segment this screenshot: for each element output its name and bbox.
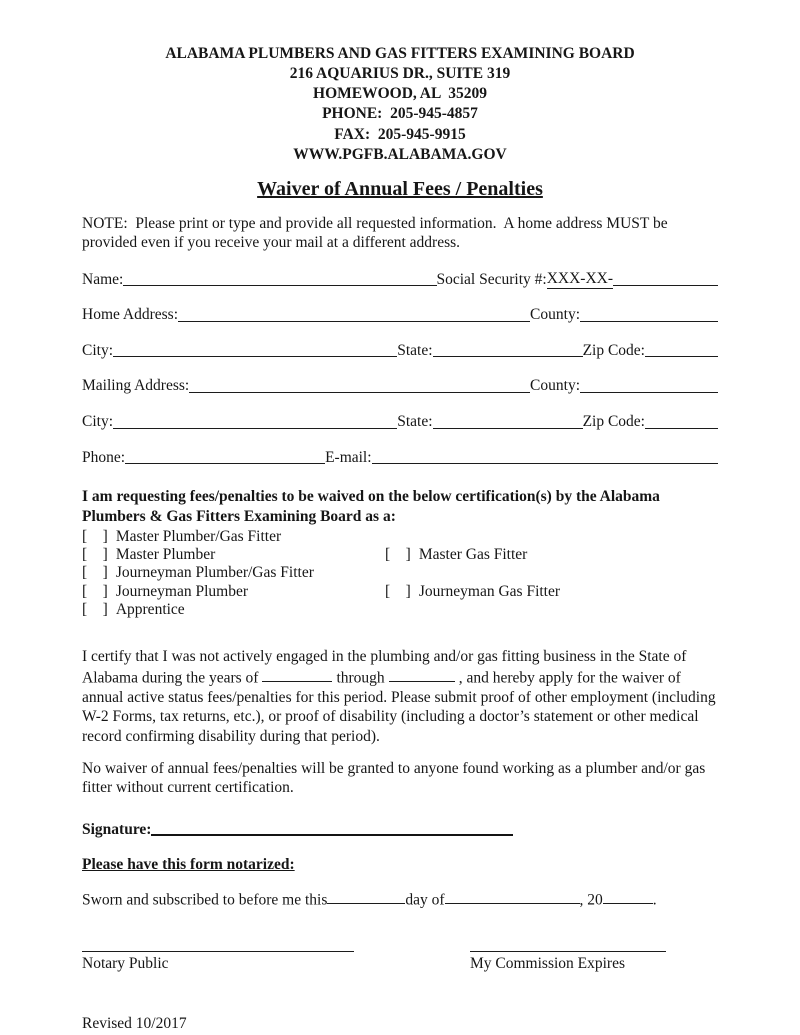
sworn-text-2: day of <box>405 891 445 909</box>
org-address-line1: 216 AQUARIUS DR., SUITE 319 <box>289 65 511 83</box>
certify-text-1: I certify that I was not actively engaged in the plumbing and/or gas fitting business in the State of Alabama during the years of <box>82 648 687 687</box>
home-state-label: State: <box>397 341 433 359</box>
cert-row-5 <box>82 601 718 619</box>
commission-expires-block <box>470 950 666 973</box>
home-address-label: Home Address: <box>82 306 179 324</box>
notary-public-signature-line[interactable] <box>82 950 354 952</box>
home-city-label: City: <box>82 341 114 359</box>
notary-public-block <box>82 950 354 973</box>
years-from-blank[interactable] <box>262 667 332 683</box>
commission-expires-label: My Commission Expires <box>470 954 626 972</box>
checkbox-journeyman-plumber[interactable]: [ ] <box>82 582 108 600</box>
checkbox-label-master-gas-fitter: Master Gas Fitter <box>418 546 528 564</box>
mailing-county-input-line[interactable] <box>580 391 718 393</box>
sworn-text-3: , 20 <box>579 891 603 909</box>
sworn-month-blank[interactable] <box>445 889 580 905</box>
sworn-year-blank[interactable] <box>603 889 653 905</box>
mailing-state-input-line[interactable] <box>433 427 583 429</box>
email-label: E-mail: <box>325 448 372 466</box>
mailing-address-input-line[interactable] <box>189 391 530 393</box>
certify-paragraph <box>82 647 718 746</box>
name-row <box>82 270 718 290</box>
certification-intro: I am requesting fees/penalties to be waived on the below certification(s) by the Alabama Plumbers & Gas Fitters Examining Board as a: <box>82 488 660 525</box>
ssn-label: Social Security #: <box>436 270 547 288</box>
checkbox-label-journeyman-plumber-gas-fitter: Journeyman Plumber/Gas Fitter <box>115 564 314 582</box>
home-zip-input-line[interactable] <box>645 355 718 357</box>
form-title: Waiver of Annual Fees / Penalties <box>257 177 543 200</box>
checkbox-label-master-plumber-gas-fitter: Master Plumber/Gas Fitter <box>115 527 282 545</box>
org-fax: FAX: 205-945-9915 <box>334 125 466 143</box>
commission-expires-line[interactable] <box>470 950 666 952</box>
note-text: NOTE: Please print or type and provide all requested information. A home address MUST be provided even if you receive your mail at a different address. <box>82 214 672 252</box>
sworn-day-number-blank[interactable] <box>327 889 405 905</box>
checkbox-journeyman-plumber-gas-fitter[interactable]: [ ] <box>82 564 108 582</box>
mailing-zip-input-line[interactable] <box>645 427 718 429</box>
signature-row <box>82 821 718 839</box>
home-county-label: County: <box>530 306 580 324</box>
certification-list <box>82 528 718 619</box>
mailing-county-label: County: <box>530 377 580 395</box>
certify-text-3: , and hereby apply for the waiver of annual active status fees/penalties for this period. Please submit proof of other employment (including W-2 Forms, tax returns, etc.), or proof of disability (including a doctor’s statement or other medical record confirming disability during that period). <box>82 669 716 745</box>
mailing-address-label: Mailing Address: <box>82 377 190 395</box>
years-through-blank[interactable] <box>389 667 455 683</box>
sworn-text-1: Sworn and subscribed to before me this <box>82 891 328 909</box>
cert-row-4 <box>82 583 718 601</box>
phone-email-row <box>82 449 718 468</box>
letterhead <box>82 44 718 165</box>
notary-section <box>82 950 718 973</box>
mailing-city-input-line[interactable] <box>113 427 397 429</box>
org-website: WWW.PGFB.ALABAMA.GOV <box>293 145 507 163</box>
home-city-row <box>82 342 718 361</box>
signature-input-line[interactable] <box>151 833 513 836</box>
notarize-heading: Please have this form notarized: <box>82 855 295 873</box>
checkbox-apprentice[interactable]: [ ] <box>82 601 108 619</box>
home-city-input-line[interactable] <box>113 355 397 357</box>
checkbox-label-journeyman-gas-fitter: Journeyman Gas Fitter <box>418 582 561 600</box>
home-address-row <box>82 306 718 325</box>
checkbox-label-apprentice: Apprentice <box>115 601 185 619</box>
home-county-input-line[interactable] <box>580 320 718 322</box>
name-input-line[interactable] <box>123 284 436 286</box>
revision-note: Revised 10/2017 <box>82 1014 187 1032</box>
mailing-zip-label: Zip Code: <box>582 412 645 430</box>
mailing-address-row <box>82 377 718 396</box>
sworn-text-4: . <box>652 891 657 909</box>
checkbox-master-gas-fitter[interactable]: [ ] <box>385 546 411 564</box>
mailing-city-row <box>82 413 718 432</box>
cert-row-3 <box>82 564 718 582</box>
checkbox-label-master-plumber: Master Plumber <box>115 546 216 564</box>
phone-label: Phone: <box>82 448 126 466</box>
cert-row-1 <box>82 528 718 546</box>
org-phone: PHONE: 205-945-4857 <box>322 105 478 123</box>
ssn-prefix: XXX-XX- <box>547 270 613 290</box>
home-zip-label: Zip Code: <box>582 341 645 359</box>
mailing-state-label: State: <box>397 412 433 430</box>
sworn-line <box>82 889 718 910</box>
name-label: Name: <box>82 270 124 288</box>
checkbox-master-plumber-gas-fitter[interactable]: [ ] <box>82 527 108 545</box>
home-state-input-line[interactable] <box>433 355 583 357</box>
checkbox-label-journeyman-plumber: Journeyman Plumber <box>115 582 248 600</box>
org-name: ALABAMA PLUMBERS AND GAS FITTERS EXAMINING BOARD <box>165 45 635 62</box>
phone-input-line[interactable] <box>125 462 325 464</box>
email-input-line[interactable] <box>372 462 718 464</box>
ssn-input-line[interactable] <box>613 284 718 286</box>
no-waiver-paragraph: No waiver of annual fees/penalties will be granted to anyone found working as a plumber and/or gas fitter without current certification. <box>82 759 706 797</box>
certify-text-2: through <box>336 669 385 687</box>
org-address-line2: HOMEWOOD, AL 35209 <box>313 85 487 103</box>
home-address-input-line[interactable] <box>178 320 530 322</box>
cert-row-2 <box>82 546 718 564</box>
checkbox-master-plumber[interactable]: [ ] <box>82 546 108 564</box>
mailing-city-label: City: <box>82 412 114 430</box>
checkbox-journeyman-gas-fitter[interactable]: [ ] <box>385 582 411 600</box>
notary-public-label: Notary Public <box>82 954 169 972</box>
signature-label: Signature: <box>82 820 152 838</box>
